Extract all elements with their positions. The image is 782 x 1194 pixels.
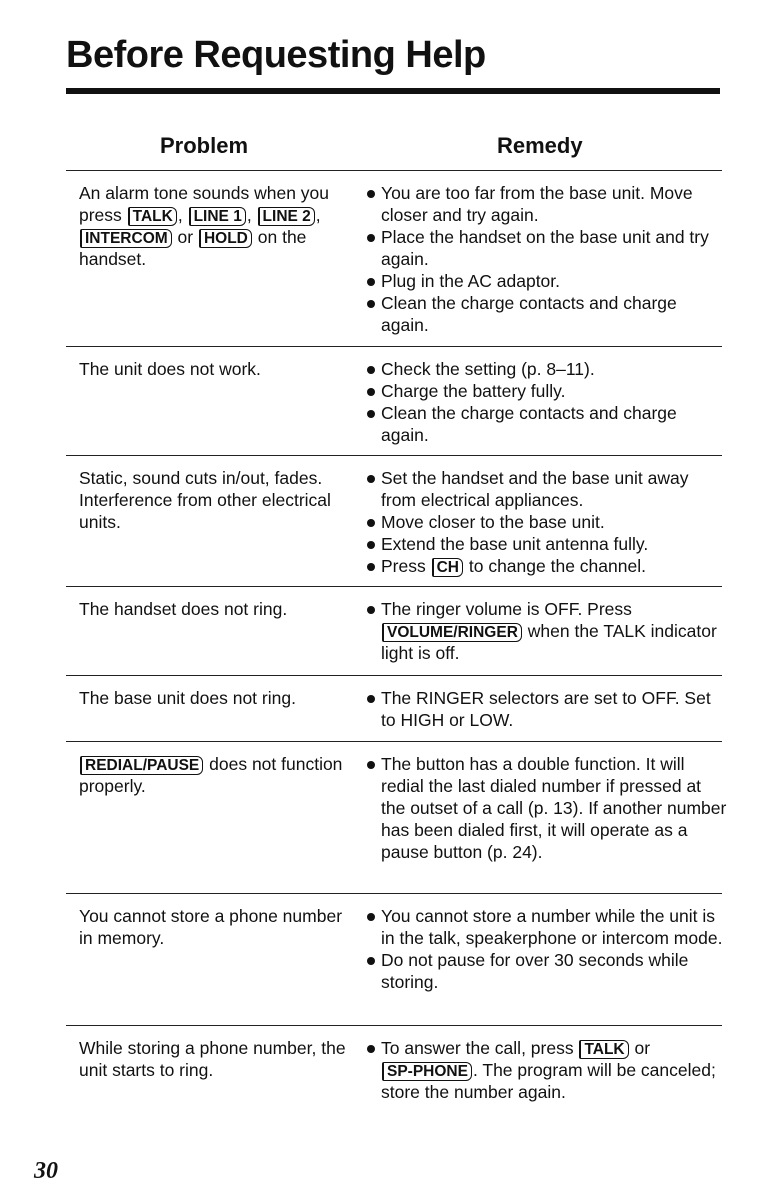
remedy-list — [367, 687, 727, 731]
hold-key: HOLD — [199, 229, 252, 248]
problem-cell: Static, sound cuts in/out, fades. Interference from other electrical units. — [79, 468, 331, 532]
remedy-item: The ringer volume is OFF. Press VOLUME/RINGER when the TALK indicator light is off. — [367, 598, 727, 664]
remedy-list — [367, 467, 727, 577]
remedy-list — [367, 182, 727, 336]
problem-cell: REDIAL/PAUSE does not function properly. — [79, 754, 343, 796]
remedy-item: Clean the charge contacts and charge again. — [367, 402, 727, 446]
remedy-item: Clean the charge contacts and charge again. — [367, 292, 727, 336]
talk-key: TALK — [579, 1040, 628, 1059]
ch-key: CH — [432, 558, 463, 577]
sp-phone-key: SP-PHONE — [382, 1062, 472, 1081]
remedy-item: Move closer to the base unit. — [367, 511, 727, 533]
remedy-item: You are too far from the base unit. Move closer and try again. — [367, 182, 727, 226]
table-row — [66, 586, 722, 663]
volume-ringer-key: VOLUME/RINGER — [382, 623, 522, 642]
table-row — [66, 893, 723, 992]
remedy-item: Charge the battery fully. — [367, 380, 727, 402]
table-row — [66, 346, 722, 445]
remedy-item: Do not pause for over 30 seconds while storing. — [367, 949, 727, 993]
line-1-key: LINE 1 — [189, 207, 246, 226]
table-row — [66, 170, 722, 335]
remedy-item: The button has a double function. It will redial the last dialed number if pressed at the outset of a call (p. 13). If another number has been dialed first, it will operate as a pause button (p. 24). — [367, 753, 727, 863]
page-number: 30 — [34, 1158, 58, 1184]
intercom-key: INTERCOM — [80, 229, 172, 248]
remedy-item: Plug in the AC adaptor. — [367, 270, 727, 292]
problem-cell: While storing a phone number, the unit starts to ring. — [79, 1038, 346, 1080]
problem-cell: An alarm tone sounds when you press TALK , LINE 1 , LINE 2 , INTERCOM or HOLD on the handset. — [79, 183, 330, 269]
remedy-list — [367, 358, 727, 446]
remedy-item: You cannot store a number while the unit is in the talk, speakerphone or intercom mode. — [367, 905, 727, 949]
table-row — [66, 741, 727, 862]
remedy-list — [367, 598, 727, 664]
problem-cell: The handset does not ring. — [79, 599, 288, 619]
remedy-list — [367, 905, 727, 993]
remedy-item: Set the handset and the base unit away from electrical appliances. — [367, 467, 727, 511]
remedy-list — [367, 753, 727, 863]
remedy-column-header: Remedy — [497, 133, 583, 158]
problem-column-header: Problem — [160, 133, 249, 158]
page-title: Before Requesting Help — [66, 34, 486, 76]
table-row — [66, 1025, 722, 1102]
problem-cell: You cannot store a phone number in memory. — [79, 906, 343, 948]
remedy-item: To answer the call, press TALK or SP-PHONE . The program will be canceled; store the number again. — [367, 1037, 727, 1103]
title-rule — [66, 88, 720, 94]
problem-cell: The base unit does not ring. — [79, 688, 296, 708]
remedy-list — [367, 1037, 727, 1103]
remedy-item: Check the setting (p. 8–11). — [367, 358, 727, 380]
remedy-item: Place the handset on the base unit and try again. — [367, 226, 727, 270]
table-row — [66, 675, 722, 730]
remedy-item: The RINGER selectors are set to OFF. Set to HIGH or LOW. — [367, 687, 727, 731]
table-row — [66, 455, 722, 576]
remedy-item: Press CH to change the channel. — [367, 555, 727, 577]
problem-cell: The unit does not work. — [79, 359, 261, 379]
talk-key: TALK — [128, 207, 177, 226]
line-2-key: LINE 2 — [258, 207, 315, 226]
redial-pause-key: REDIAL/PAUSE — [80, 756, 203, 775]
remedy-item: Extend the base unit antenna fully. — [367, 533, 727, 555]
